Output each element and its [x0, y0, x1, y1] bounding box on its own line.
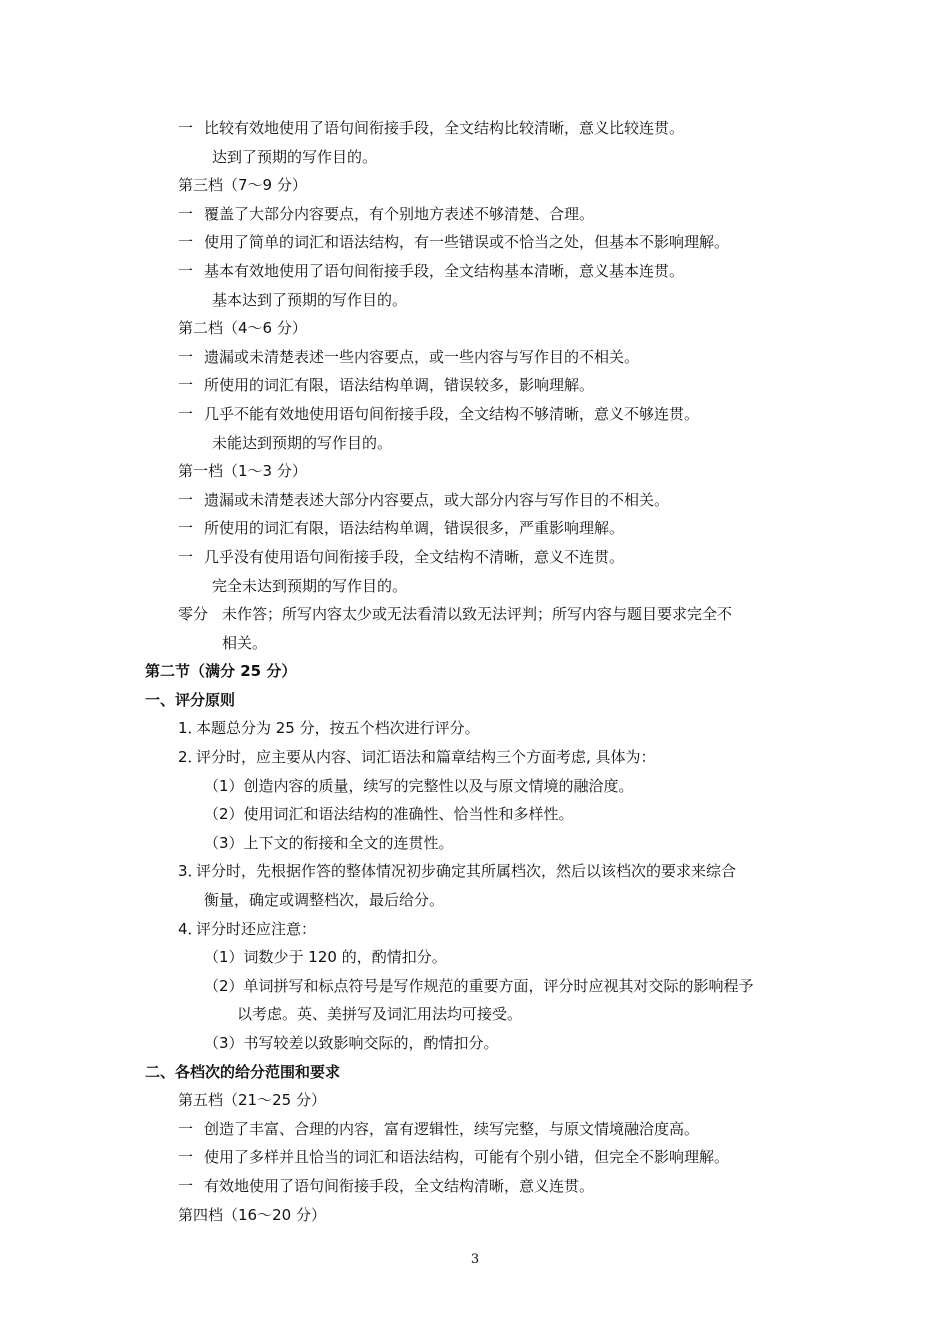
criterion-line [0, 1172, 950, 1201]
item-number: 3． [178, 862, 203, 881]
criterion-continuation [0, 143, 950, 172]
subsection-title: 一、评分原则 [145, 690, 236, 709]
level-title-text: 第一档（1～3 分） [178, 462, 307, 481]
criterion-line [0, 343, 950, 372]
level-5-title [0, 1086, 950, 1115]
principle-text: 评分时，应主要从内容、词汇语法和篇章结构三个方面考虑, 具体为： [196, 748, 656, 767]
sub-item [0, 1029, 950, 1058]
continuation-text: 衡量，确定或调整档次，最后给分。 [204, 891, 445, 910]
zero-score-text: 未作答；所写内容太少或无法看清以致无法评判；所写内容与题目要求完全不 [222, 605, 733, 624]
dash-bullet: 一 [178, 547, 194, 566]
zero-score-continuation [0, 629, 950, 658]
principle-text: 评分时还应注意： [196, 919, 317, 938]
principle-item [0, 743, 950, 772]
criterion-continuation [0, 429, 950, 458]
continuation-text: 未能达到预期的写作目的。 [212, 433, 393, 452]
criterion-line [0, 257, 950, 286]
principle-item [0, 714, 950, 743]
sub-item [0, 800, 950, 829]
document-page [0, 114, 950, 1229]
zero-score-label: 零分 [178, 605, 209, 624]
criterion-text: 有效地使用了语句间衔接手段，全文结构清晰，意义连贯。 [204, 1176, 595, 1195]
criterion-text: 创造了丰富、合理的内容，富有逻辑性，续写完整，与原文情境融洽度高。 [204, 1119, 700, 1138]
dash-bullet: 一 [178, 347, 194, 366]
sub-item-text: （3）书写较差以致影响交际的，酌情扣分。 [204, 1034, 499, 1052]
criterion-text: 覆盖了大部分内容要点，有个别地方表述不够清楚、合理。 [204, 204, 595, 223]
criterion-continuation [0, 572, 950, 601]
dash-bullet: 一 [178, 519, 194, 538]
level-3-title [0, 171, 950, 200]
item-number: 4． [178, 919, 203, 938]
dash-bullet: 一 [178, 1176, 194, 1195]
sub-item-text: （1）词数少于 120 的，酌情扣分。 [204, 948, 447, 967]
sub-item [0, 943, 950, 972]
level-title-text: 第五档（21～25 分） [178, 1091, 326, 1110]
level-1-title [0, 457, 950, 486]
item-number: 2． [178, 748, 203, 767]
dash-bullet: 一 [178, 233, 194, 252]
criterion-line [0, 543, 950, 572]
dash-bullet: 一 [178, 1119, 194, 1138]
dash-bullet: 一 [178, 261, 194, 280]
dash-bullet: 一 [178, 376, 194, 395]
dash-bullet: 一 [178, 404, 194, 423]
principles-heading [0, 686, 950, 715]
criterion-line [0, 200, 950, 229]
level-title-text: 第四档（16～20 分） [178, 1205, 326, 1224]
criterion-line [0, 371, 950, 400]
criterion-text: 比较有效地使用了语句间衔接手段，全文结构比较清晰，意义比较连贯。 [204, 119, 685, 137]
continuation-text: 基本达到了预期的写作目的。 [212, 290, 408, 309]
dash-bullet: 一 [178, 1148, 194, 1167]
criterion-text: 几乎不能有效地使用语句间衔接手段，全文结构不够清晰，意义不够连贯。 [204, 404, 700, 423]
dash-bullet: 一 [178, 204, 194, 223]
section-2-heading [0, 657, 950, 686]
levels-heading [0, 1058, 950, 1087]
level-title-text: 第二档（4～6 分） [178, 319, 307, 338]
continuation-text: 完全未达到预期的写作目的。 [212, 576, 408, 595]
criterion-text: 所使用的词汇有限，语法结构单调，错误很多，严重影响理解。 [204, 519, 625, 538]
principle-item [0, 915, 950, 944]
criterion-text: 使用了简单的词汇和语法结构，有一些错误或不恰当之处，但基本不影响理解。 [204, 233, 730, 252]
principle-text: 评分时，先根据作答的整体情况初步确定其所属档次，然后以该档次的要求来综合 [196, 862, 737, 881]
criterion-line [0, 514, 950, 543]
section-title: 第二节（满分 25 分） [145, 662, 297, 681]
criterion-line [0, 228, 950, 257]
criterion-text: 所使用的词汇有限，语法结构单调，错误较多，影响理解。 [204, 376, 595, 395]
continuation-text: 相关。 [222, 633, 268, 652]
zero-score-line [0, 600, 950, 629]
criterion-line [0, 1115, 950, 1144]
criterion-line [0, 1143, 950, 1172]
sub-item-text: （3）上下文的衔接和全文的连贯性。 [204, 833, 454, 852]
criterion-text: 几乎没有使用语句间衔接手段，全文结构不清晰，意义不连贯。 [204, 547, 625, 566]
continuation-text: 以考虑。英、美拼写及词汇用法均可接受。 [237, 1005, 523, 1024]
criterion-line [0, 114, 950, 143]
principle-text: 本题总分为 25 分，按五个档次进行评分。 [196, 719, 480, 738]
criterion-text: 遗漏或未清楚表述大部分内容要点，或大部分内容与写作目的不相关。 [204, 490, 670, 509]
page-number: 3 [470, 1252, 480, 1267]
sub-item [0, 829, 950, 858]
sub-item [0, 772, 950, 801]
item-number: 1． [178, 719, 203, 738]
criterion-text: 使用了多样并且恰当的词汇和语法结构，可能有个别小错，但完全不影响理解。 [204, 1148, 730, 1167]
dash-bullet: 一 [178, 119, 194, 137]
sub-item-text: （2）使用词汇和语法结构的准确性、恰当性和多样性。 [204, 805, 574, 824]
continuation-text: 达到了预期的写作目的。 [212, 147, 378, 166]
criterion-line [0, 400, 950, 429]
principle-item [0, 857, 950, 886]
subsection-title: 二、各档次的给分范围和要求 [145, 1062, 341, 1081]
sub-item [0, 972, 950, 1001]
level-2-title [0, 314, 950, 343]
criterion-line [0, 486, 950, 515]
criterion-continuation [0, 286, 950, 315]
sub-item-text: （1）创造内容的质量，续写的完整性以及与原文情境的融洽度。 [204, 776, 634, 795]
level-4-title [0, 1201, 950, 1230]
criterion-text: 基本有效地使用了语句间衔接手段，全文结构基本清晰，意义基本连贯。 [204, 261, 685, 280]
principle-continuation [0, 886, 950, 915]
dash-bullet: 一 [178, 490, 194, 509]
sub-item-continuation [0, 1000, 950, 1029]
criterion-text: 遗漏或未清楚表述一些内容要点，或一些内容与写作目的不相关。 [204, 347, 640, 366]
sub-item-text: （2）单词拼写和标点符号是写作规范的重要方面，评分时应视其对交际的影响程予 [204, 976, 754, 995]
level-title-text: 第三档（7～9 分） [178, 176, 307, 195]
